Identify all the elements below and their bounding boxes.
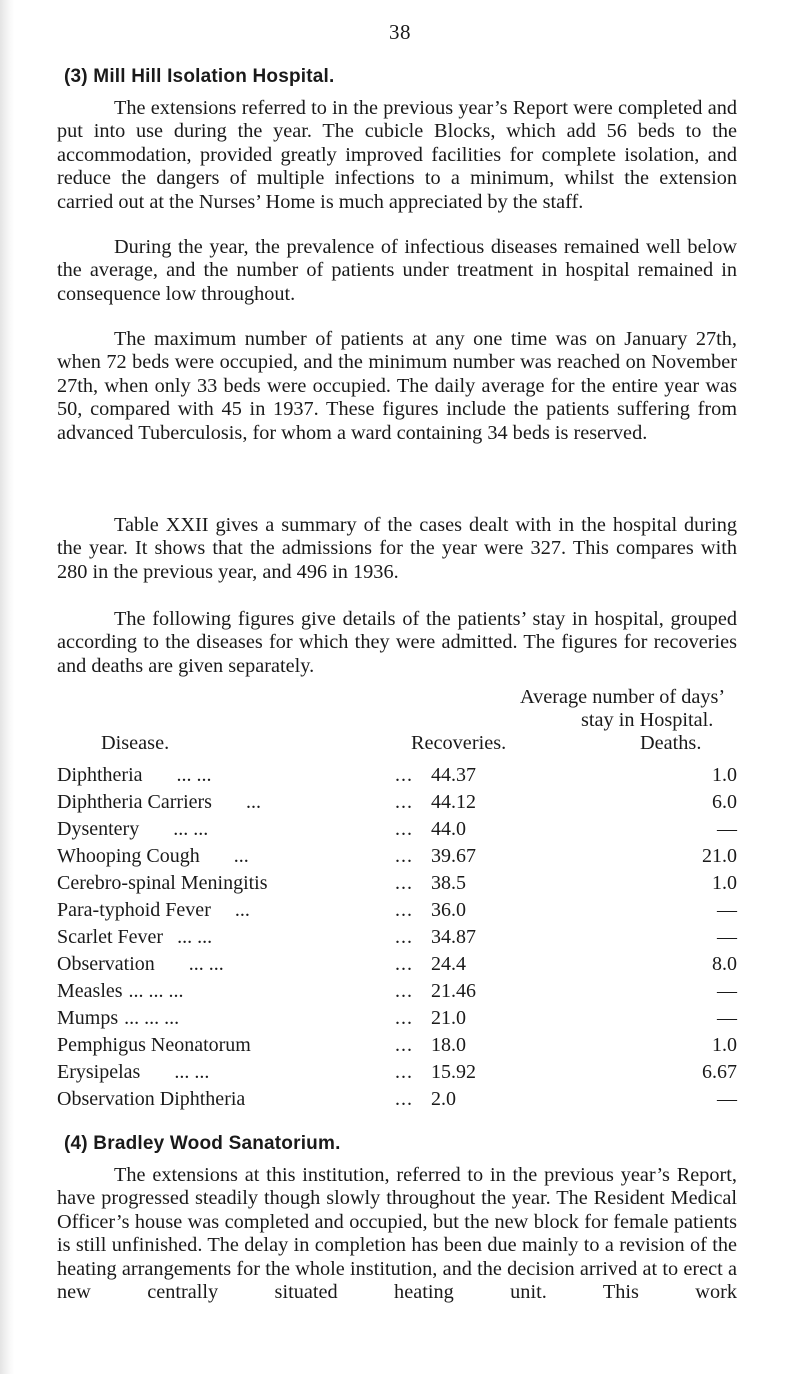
table-row (0, 1061, 800, 1087)
table-header-deaths: Deaths. (640, 732, 702, 754)
deaths-value: — (717, 1088, 737, 1110)
recoveries-value: 2.0 (431, 1088, 456, 1110)
disease-name: Scarlet Fever ... ... (57, 926, 213, 948)
table-row (0, 872, 800, 898)
leader-dots: ... (395, 953, 413, 975)
deaths-value: — (717, 926, 737, 948)
deaths-value: 8.0 (712, 953, 737, 975)
leader-dots: ... (395, 1088, 413, 1110)
paragraph-following-figures: The following figures give details of the patients’ stay in hospital, grouped according to the diseases for which they were admitted. The figures for recoveries and deaths are given separately. (57, 608, 737, 677)
recoveries-value: 34.87 (431, 926, 476, 948)
table-row (0, 899, 800, 925)
disease-name: Para-typhoid Fever ... (57, 899, 250, 921)
table-row (0, 926, 800, 952)
page-number: 38 (389, 20, 411, 44)
leader-dots: ... (395, 980, 413, 1002)
deaths-value: 6.67 (702, 1061, 737, 1083)
leader-dots: ... (395, 1007, 413, 1029)
section-heading-bradley-wood: (4) Bradley Wood Sanatorium. (64, 1133, 341, 1154)
leader-dots: ... (395, 1061, 413, 1083)
table-row (0, 953, 800, 979)
disease-name: Observation Diphtheria (57, 1088, 246, 1110)
leader-dots: ... (395, 764, 413, 786)
recoveries-value: 24.4 (431, 953, 466, 975)
paragraph-prevalence: During the year, the prevalence of infectious diseases remained well below the average, and the number of patients under treatment in hospital remained in consequence low throughout. (57, 236, 737, 305)
disease-name: Measles ... ... ... (57, 980, 184, 1002)
disease-name: Pemphigus Neonatorum (57, 1034, 251, 1056)
leader-dots: ... (395, 818, 413, 840)
leader-dots: ... (395, 791, 413, 813)
recoveries-value: 36.0 (431, 899, 466, 921)
table-row (0, 980, 800, 1006)
deaths-value: — (717, 1007, 737, 1029)
recoveries-value: 44.0 (431, 818, 466, 840)
deaths-value: 1.0 (712, 872, 737, 894)
leader-dots: ... (395, 926, 413, 948)
recoveries-value: 21.46 (431, 980, 476, 1002)
table-row (0, 1007, 800, 1033)
deaths-value: 1.0 (712, 1034, 737, 1056)
deaths-value: 21.0 (702, 845, 737, 867)
recoveries-value: 39.67 (431, 845, 476, 867)
paragraph-bradley-extensions: The extensions at this institution, referred to in the previous year’s Report, have progressed steadily though slowly throughout the year. The Resident Medical Officer’s house was completed and occupied, but the new block for female patients is still unfinished. The delay in completion has been due mainly to a revision of the heating arrangements for the whole institution, and the decision arrived at to erect a new centrally situated heating unit. This work (57, 1164, 737, 1304)
paragraph-extensions: The extensions referred to in the previous year’s Report were completed and put into use during the year. The cubicle Blocks, which add 56 beds to the accommodation, provided greatly improved facilities for complete isolation, and reduce the dangers of multiple infections to a minimum, whilst the extension carried out at the Nurses’ Home is much appreciated by the staff. (57, 97, 737, 213)
table-header-stay: stay in Hospital. (581, 709, 714, 731)
disease-name: Diphtheria Carriers ... (57, 791, 261, 813)
table-row (0, 764, 800, 790)
paragraph-table-summary: Table XXII gives a summary of the cases dealt with in the hospital during the year. It shows that the admissions for the year were 327. This compares with 280 in the previous year, and 496 in 1936. (57, 514, 737, 583)
page-edge-shadow (0, 0, 14, 1374)
table-header-recoveries: Recoveries. (411, 732, 507, 754)
table-row (0, 818, 800, 844)
disease-name: Observation ... ... (57, 953, 224, 975)
disease-name: Whooping Cough ... (57, 845, 249, 867)
recoveries-value: 38.5 (431, 872, 466, 894)
paragraph-maximum-patients: The maximum number of patients at any one time was on January 27th, when 72 beds were occupied, and the minimum number was reached on November 27th, when only 33 beds were occupied. The daily average for the entire year was 50, compared with 45 in 1937. These figures include the patients suffering from advanced Tuberculosis, for whom a ward containing 34 beds is reserved. (57, 328, 737, 444)
recoveries-value: 18.0 (431, 1034, 466, 1056)
recoveries-value: 21.0 (431, 1007, 466, 1029)
disease-name: Cerebro-spinal Meningitis (57, 872, 268, 894)
table-row (0, 1088, 800, 1114)
table-row (0, 845, 800, 871)
section-heading-mill-hill: (3) Mill Hill Isolation Hospital. (64, 66, 335, 87)
deaths-value: — (717, 899, 737, 921)
disease-name: Erysipelas ... ... (57, 1061, 210, 1083)
recoveries-value: 44.37 (431, 764, 476, 786)
deaths-value: 6.0 (712, 791, 737, 813)
table-header-disease: Disease. (101, 732, 170, 754)
leader-dots: ... (395, 845, 413, 867)
leader-dots: ... (395, 872, 413, 894)
leader-dots: ... (395, 899, 413, 921)
recoveries-value: 44.12 (431, 791, 476, 813)
deaths-value: — (717, 980, 737, 1002)
leader-dots: ... (395, 1034, 413, 1056)
disease-name: Diphtheria ... ... (57, 764, 212, 786)
deaths-value: 1.0 (712, 764, 737, 786)
deaths-value: — (717, 818, 737, 840)
disease-name: Mumps ... ... ... (57, 1007, 180, 1029)
recoveries-value: 15.92 (431, 1061, 476, 1083)
table-header-average: Average number of days’ (520, 686, 726, 708)
table-row (0, 791, 800, 817)
disease-name: Dysentery ... ... (57, 818, 209, 840)
table-row (0, 1034, 800, 1060)
